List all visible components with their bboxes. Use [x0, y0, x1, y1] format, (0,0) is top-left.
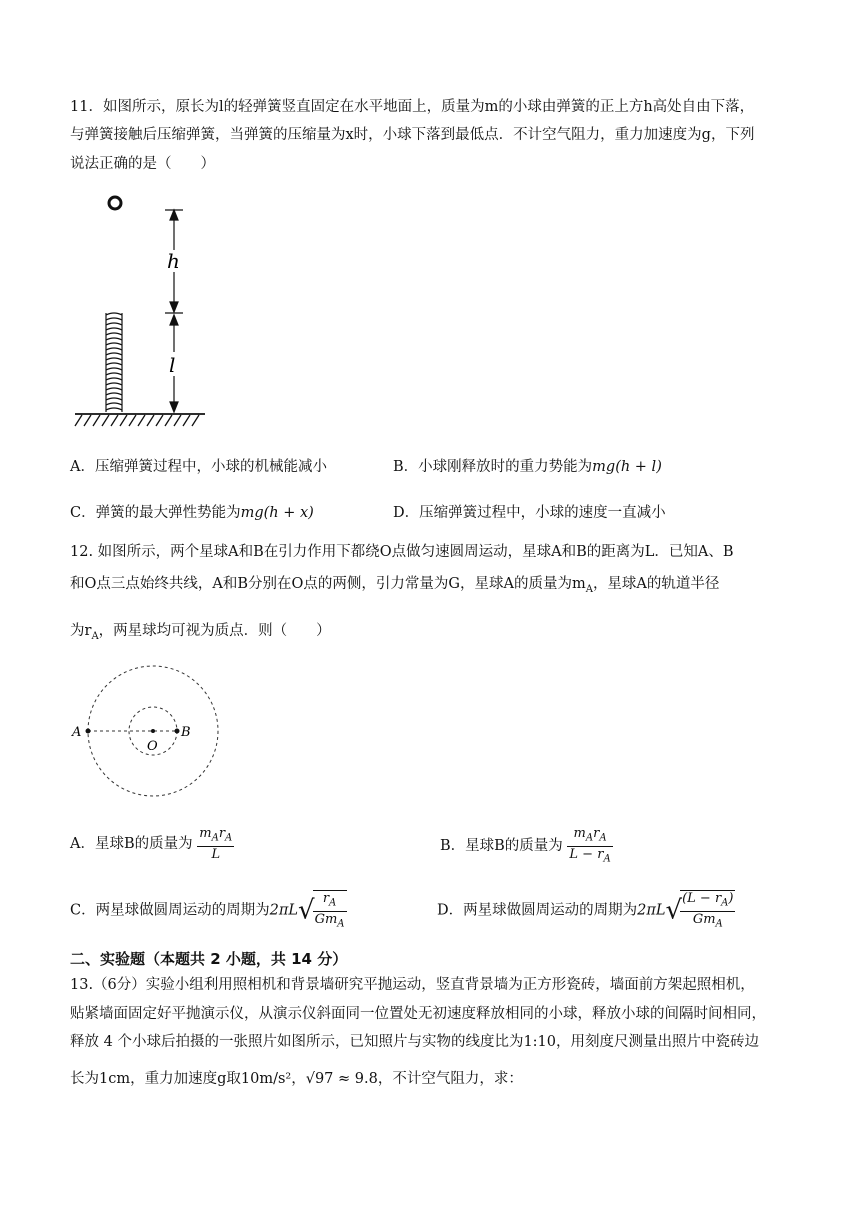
q11-option-a[interactable]: A．压缩弹簧过程中，小球的机械能减小: [70, 459, 327, 475]
q12-line-3-tail: ，两星球均可视为质点．则（ ）: [98, 623, 331, 639]
label-h: h: [167, 249, 180, 273]
q11-option-c[interactable]: [70, 502, 314, 524]
q11-line-2: 与弹簧接触后压缩弹簧，当弹簧的压缩量为x时，小球下落到最低点．不计空气阻力，重力加速度为g，下列: [70, 127, 755, 143]
q12-line-2-text: 和O点三点始终共线，A和B分别在O点的两侧，引力常量为G，星球A的质量为m: [70, 576, 586, 592]
q12-option-c[interactable]: [70, 890, 347, 931]
q12-option-d-text: D．两星球做圆周运动的周期为: [437, 902, 638, 919]
label-b: B: [181, 725, 191, 740]
q11-line-1: 11．如图所示，原长为l的轻弹簧竖直固定在水平地面上，质量为m的小球由弹簧的正上方h高处自由下落，: [70, 99, 755, 115]
dimension-arrows: [165, 210, 183, 412]
star-a-dot: [86, 729, 91, 734]
q12-option-b-text: B．星球B的质量为: [440, 838, 563, 855]
q12-line-3: [70, 620, 800, 648]
q12-line-1: 12. 如图所示，两个星球A和B在引力作用下都绕O点做匀速圆周运动，星球A和B的距离为L．已知A、B: [70, 544, 734, 560]
q12-option-d[interactable]: [437, 890, 735, 931]
star-b-dot: [175, 729, 180, 734]
q13-line-1: 13.（6分）实验小组利用照相机和背景墙研究平抛运动，竖直背景墙为正方形瓷砖，墙面前方架起照相机，: [70, 977, 755, 993]
q12-option-d-coef: 2πL: [637, 902, 666, 919]
section-2-title: 二、实验题（本题共 2 小题，共 14 分）: [70, 950, 348, 968]
q12-option-c-coef: 2πL: [269, 902, 298, 919]
q11-spring-figure: [70, 190, 210, 430]
q12-option-d-sqrt: √ $\frac{(L - r_A)}{Gm_A}$: [665, 891, 734, 930]
q12-line-2-sub: A: [585, 583, 593, 595]
q12-option-a-text: A．星球B的质量为: [70, 835, 193, 852]
q12-option-a[interactable]: [70, 826, 234, 862]
q13-line-2: 贴紧墙面固定好平抛演示仪，从演示仪斜面同一位置处无初速度释放相同的小球，释放小球的间隔时间相同，: [70, 1006, 766, 1022]
ground-icon: [75, 414, 205, 426]
spring-icon: [106, 313, 122, 412]
q12-option-c-sqrt: √ $\frac{r_A}{Gm_A}$: [297, 891, 345, 930]
q12-option-b[interactable]: [440, 826, 613, 866]
q11-option-c-text: C．弹簧的最大弹性势能为: [70, 505, 241, 521]
q13-line-4: 长为1cm，重力加速度g取10m/s²，√97 ≈ 9.8，不计空气阻力，求：: [70, 1071, 523, 1087]
q12-option-c-text: C．两星球做圆周运动的周期为: [70, 902, 270, 919]
q11-option-b-expr: mg(h + l): [592, 459, 662, 475]
q11-option-b[interactable]: [393, 456, 662, 478]
label-o: O: [147, 739, 158, 754]
label-l: l: [169, 353, 176, 377]
q11-option-d[interactable]: D．压缩弹簧过程中，小球的速度一直减小: [393, 505, 666, 521]
q12-line-2-tail: ，星球A的轨道半径: [592, 576, 720, 592]
q11-line-3: 说法正确的是（ ）: [70, 156, 215, 172]
q11-option-b-text: B．小球刚释放时的重力势能为: [393, 459, 593, 475]
q11-option-c-expr: mg(h + x): [240, 505, 314, 521]
q12-option-a-fraction: $\frac{m_Ar_A}{L}$: [199, 826, 233, 862]
center-o-dot: [151, 729, 155, 733]
label-a: A: [72, 725, 82, 740]
q12-line-3-text: 为r: [70, 623, 92, 639]
ball-icon: [109, 197, 121, 209]
q12-line-3-sub: A: [91, 630, 99, 642]
q12-option-b-fraction: $\frac{m_Ar_A}{L - r_A}$: [569, 826, 611, 865]
q12-orbit-figure: [70, 664, 220, 800]
q13-line-3: 释放 4 个小球后拍摄的一张照片如图所示，已知照片与实物的线度比为1:10，用刻度尺测量出照片中瓷砖边: [70, 1034, 760, 1050]
q12-line-2: [70, 573, 800, 601]
